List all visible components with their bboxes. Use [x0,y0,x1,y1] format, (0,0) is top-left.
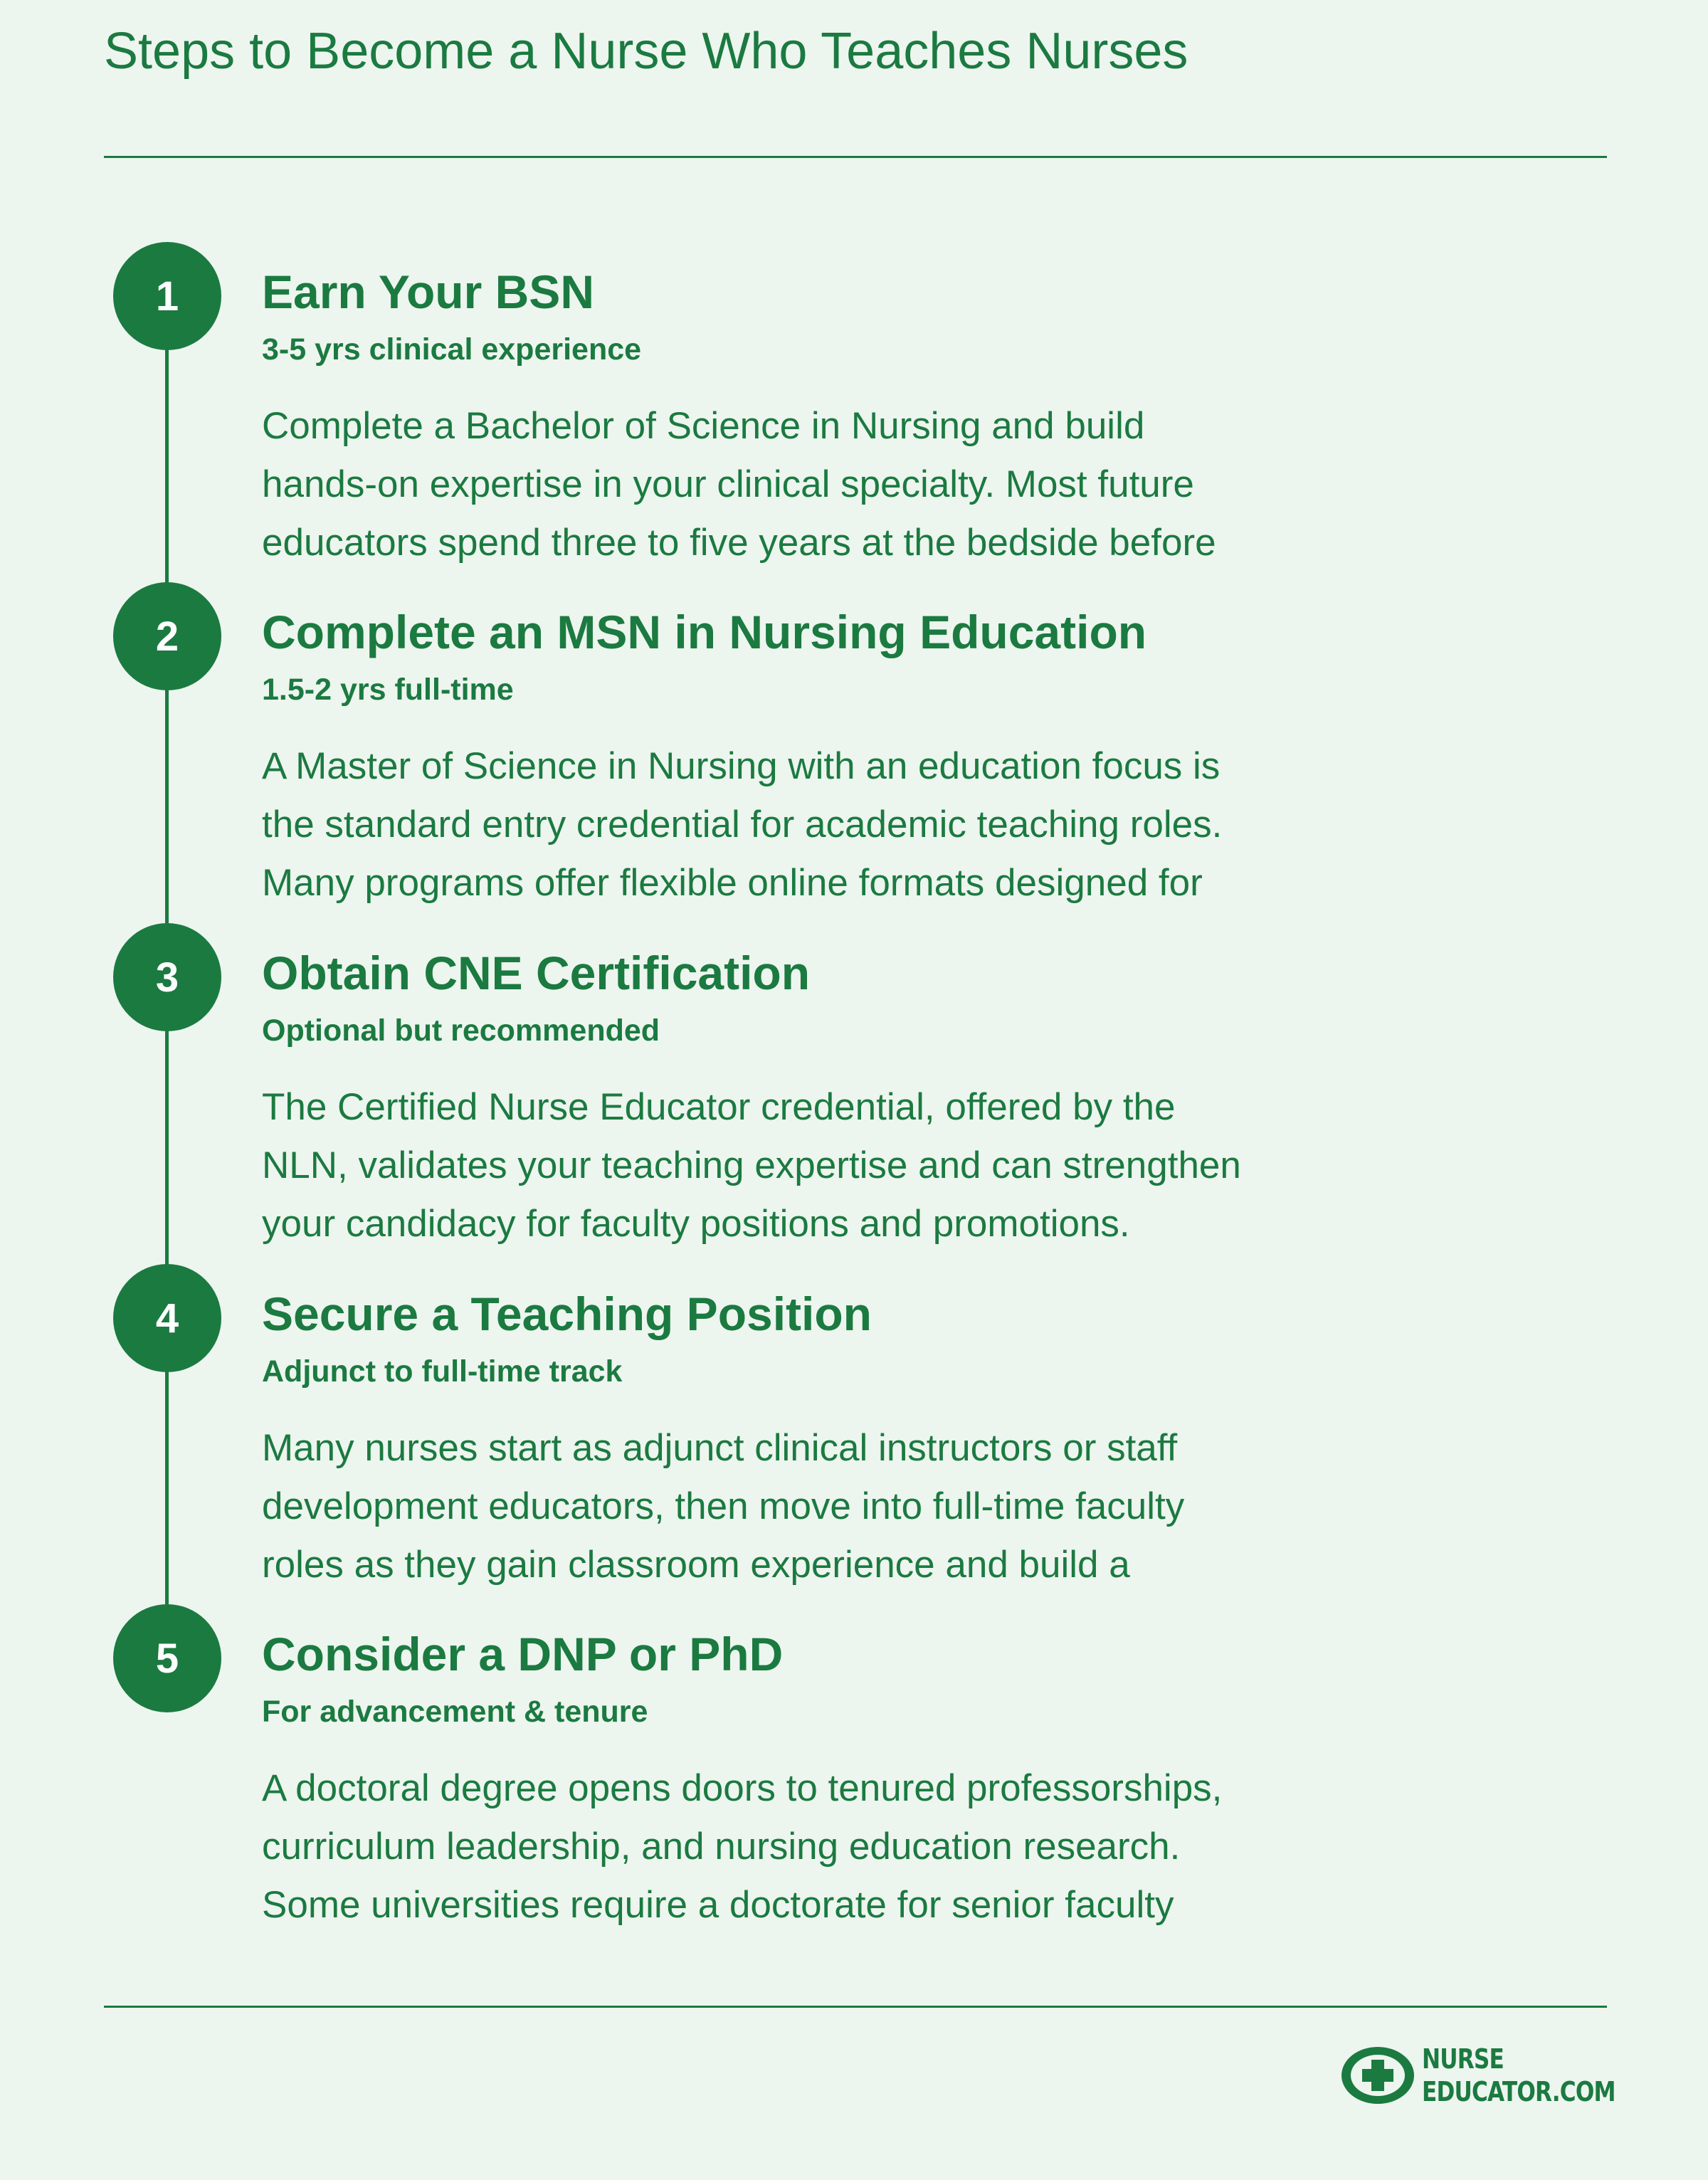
nurse-educator-logo [1341,2043,1625,2111]
step-description [262,1419,1386,1594]
step-description-line: Complete a Bachelor of Science in Nursing and build [262,405,1145,447]
step-duration: 3-5 yrs clinical experience [262,332,642,367]
step-description-line: Many programs offer flexible online formats designed for [262,862,1203,904]
step-1 [0,242,1708,576]
footer-divider [104,2006,1607,2008]
step-4 [0,1264,1708,1599]
step-duration: Optional but recommended [262,1013,660,1048]
step-description-line: curriculum leadership, and nursing education research. [262,1826,1181,1868]
step-5 [0,1604,1708,1939]
step-description-line: Many nurses start as adjunct clinical instructors or staff [262,1427,1178,1469]
step-description [262,1078,1386,1253]
step-description-line: NLN, validates your teaching expertise and can strengthen [262,1144,1241,1186]
logo-line-1: NURSE [1422,2043,1504,2075]
step-number-badge: 4 [113,1264,221,1372]
step-title: Complete an MSN in Nursing Education [262,606,1147,658]
step-description-line: hands-on expertise in your clinical specialty. Most future [262,463,1194,505]
step-description-line: A Master of Science in Nursing with an education focus is [262,745,1221,787]
step-duration: Adjunct to full-time track [262,1354,623,1389]
step-title: Obtain CNE Certification [262,947,811,999]
step-description-line: A doctoral degree opens doors to tenured professorships, [262,1767,1223,1809]
header-divider [104,156,1607,158]
step-duration: 1.5-2 yrs full-time [262,673,514,707]
step-3 [0,923,1708,1258]
step-number-badge: 2 [113,582,221,690]
step-description-line: educators spend three to five years at the bedside before [262,522,1216,564]
step-description [262,1759,1386,1934]
step-title: Earn Your BSN [262,265,594,318]
step-number-badge: 1 [113,242,221,350]
step-description [262,397,1386,572]
step-description-line: Some universities require a doctorate for senior faculty [262,1884,1174,1926]
step-duration: For advancement & tenure [262,1695,648,1729]
step-description-line: The Certified Nurse Educator credential, offered by the [262,1086,1176,1128]
logo-line-2: EDUCATOR.COM [1422,2076,1615,2107]
step-description-line: roles as they gain classroom experience and build a [262,1544,1130,1586]
step-title: Secure a Teaching Position [262,1288,873,1340]
page-title: Steps to Become a Nurse Who Teaches Nurses [104,23,1188,80]
logo-wordmark [1422,2043,1615,2108]
step-number-badge: 3 [113,923,221,1031]
step-title: Consider a DNP or PhD [262,1628,784,1680]
step-number-badge: 5 [113,1604,221,1712]
step-description-line: your candidacy for faculty positions and promotions. [262,1203,1130,1245]
step-description-line: the standard entry credential for academic teaching roles. [262,804,1223,846]
step-description-line: development educators, then move into full-time faculty [262,1485,1185,1527]
step-description [262,737,1386,912]
step-2 [0,582,1708,917]
medical-cross-icon [1341,2045,1415,2105]
